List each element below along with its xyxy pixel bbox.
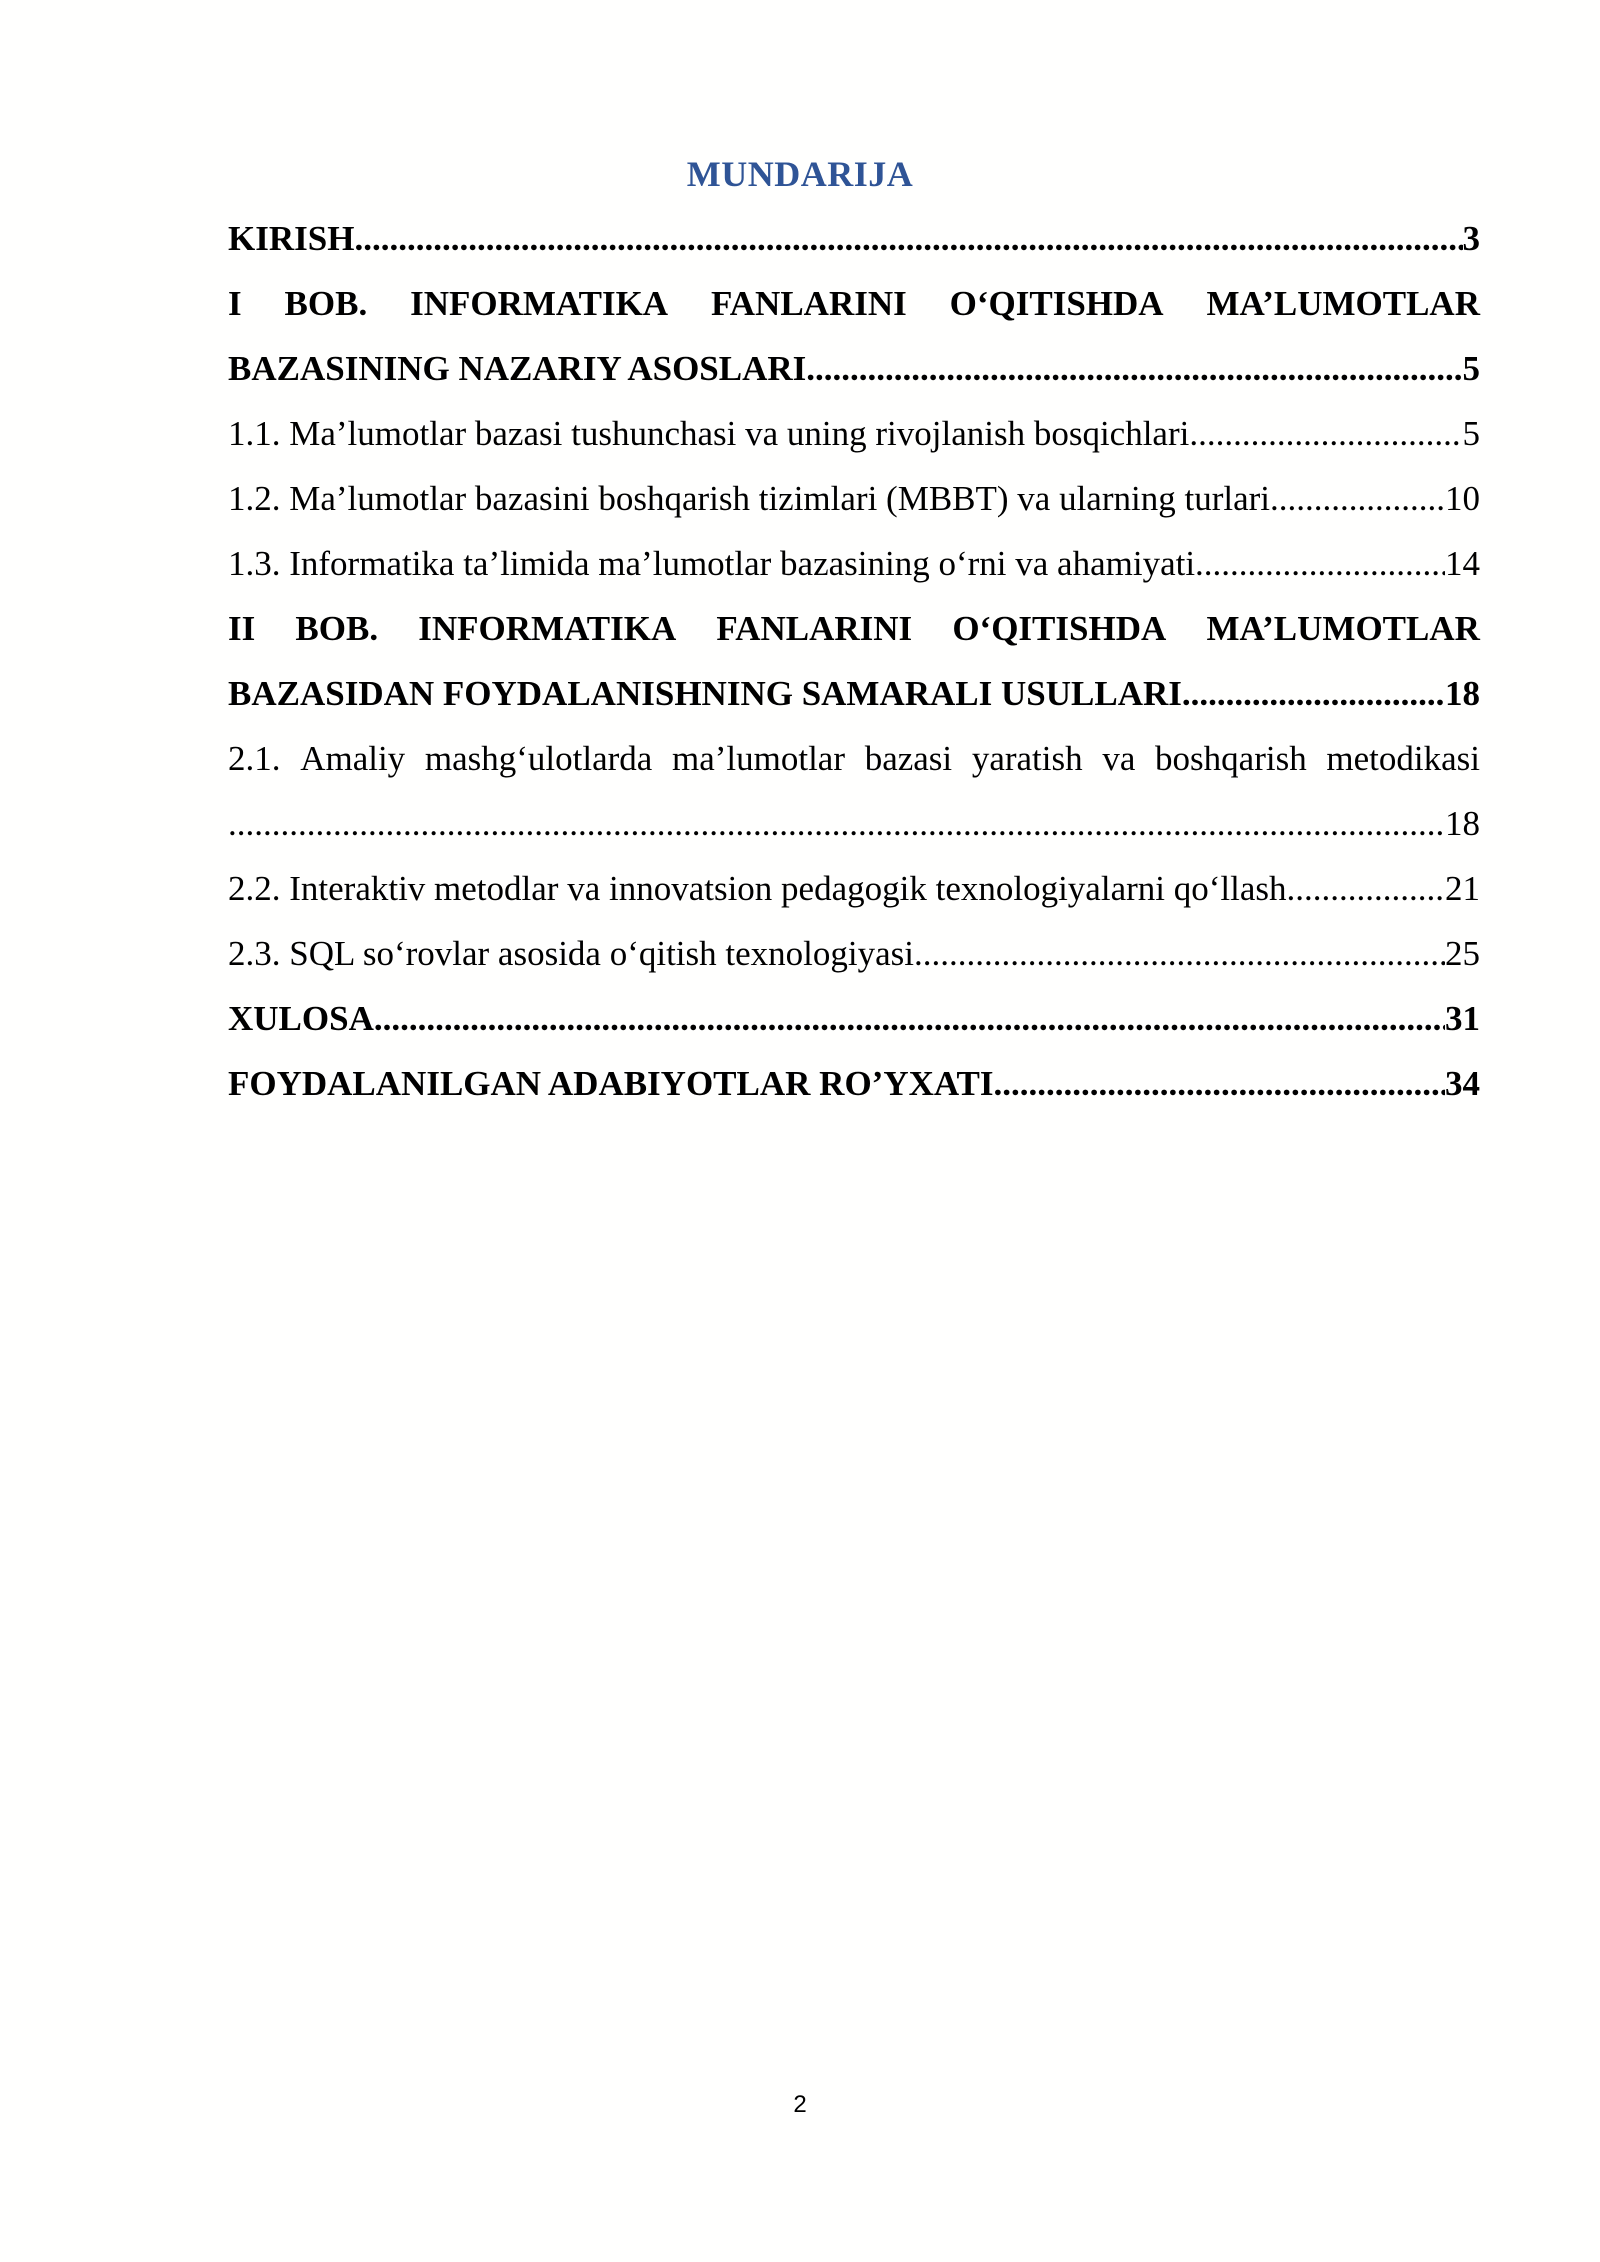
toc-title: MUNDARIJA (686, 154, 914, 194)
toc-entry-references[interactable] (228, 1051, 1480, 1116)
toc-entry-page: 21 (1445, 869, 1480, 908)
toc-entry-label: KIRISH (228, 219, 355, 258)
toc-entry-2-1[interactable] (228, 726, 1480, 791)
leader-dots (1195, 531, 1445, 596)
toc-entry-label: BAZASIDAN FOYDALANISHNING SAMARALI USULLARI (228, 674, 1182, 713)
leader-dots (1270, 466, 1445, 531)
toc-entry-label: 1.1. Ma’lumotlar bazasi tushunchasi va uning rivojlanish bosqichlari (228, 414, 1190, 453)
toc-entry-1-1[interactable] (228, 401, 1480, 466)
leader-dots (1182, 661, 1445, 726)
toc-entry-page: 10 (1445, 479, 1480, 518)
leader-dots (374, 986, 1445, 1051)
toc-entry-kirish[interactable] (228, 206, 1480, 271)
toc-entry-2-2[interactable] (228, 856, 1480, 921)
leader-dots (354, 206, 1462, 271)
toc-entry-label: 1.3. Informatika ta’limida ma’lumotlar bazasining o‘rni va ahamiyati (228, 544, 1196, 583)
toc-entry-label: FOYDALANILGAN ADABIYOTLAR RO’YXATI (228, 1064, 994, 1103)
leader-dots (806, 336, 1462, 401)
leader-dots (1287, 856, 1446, 921)
toc-entry-page: 5 (1462, 349, 1480, 388)
leader-dots (914, 921, 1445, 986)
toc-entry-label: BAZASINING NAZARIY ASOSLARI (228, 349, 807, 388)
toc-entry-label: 2.3. SQL so‘rovlar asosida o‘qitish texnologiyasi (228, 934, 914, 973)
toc-entry-page: 3 (1462, 219, 1480, 258)
toc-entry-chapter-1-line2[interactable] (228, 336, 1480, 401)
toc-entry-page: 31 (1445, 999, 1480, 1038)
toc-entry-1-2[interactable] (228, 466, 1480, 531)
leader-dots (228, 791, 1445, 856)
toc-entry-1-3[interactable] (228, 531, 1480, 596)
toc-entry-label-line1: I BOB. INFORMATIKA FANLARINI O‘QITISHDA MA’LUMOTLAR (228, 284, 1480, 323)
toc-entry-page: 18 (1445, 804, 1480, 843)
page-number: 2 (793, 2091, 807, 2118)
toc-entry-chapter-1[interactable] (228, 271, 1480, 336)
toc-entry-label: 2.2. Interaktiv metodlar va innovatsion pedagogik texnologiyalarni qo‘llash (228, 869, 1287, 908)
leader-dots (994, 1051, 1445, 1116)
toc-entry-2-1-line2[interactable] (228, 791, 1480, 856)
leader-dots (1189, 401, 1462, 466)
toc-entry-page: 5 (1462, 414, 1480, 453)
toc-entry-page: 14 (1445, 544, 1480, 583)
toc-entry-chapter-2[interactable] (228, 596, 1480, 661)
toc-entry-2-3[interactable] (228, 921, 1480, 986)
toc-entry-xulosa[interactable] (228, 986, 1480, 1051)
toc-entry-label: XULOSA (228, 999, 374, 1038)
toc-entry-label-line1: II BOB. INFORMATIKA FANLARINI O‘QITISHDA MA’LUMOTLAR (228, 609, 1480, 648)
toc-entry-chapter-2-line2[interactable] (228, 661, 1480, 726)
table-of-contents (228, 206, 1480, 1116)
toc-entry-page: 18 (1445, 674, 1480, 713)
toc-entry-page: 25 (1445, 934, 1480, 973)
toc-entry-page: 34 (1445, 1064, 1480, 1103)
toc-entry-label: 1.2. Ma’lumotlar bazasini boshqarish tizimlari (MBBT) va ularning turlari (228, 479, 1270, 518)
toc-entry-label-line1: 2.1. Amaliy mashg‘ulotlarda ma’lumotlar bazasi yaratish va boshqarish metodikasi (228, 739, 1480, 778)
